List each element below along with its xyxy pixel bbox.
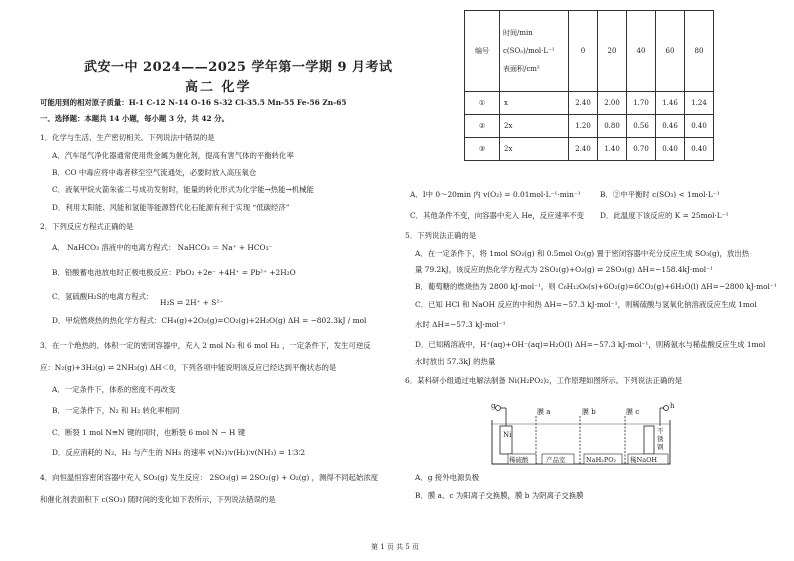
q4-option-d: D．此温度下该反应的 K = 25mol·L⁻¹ [600,211,729,220]
table-row [465,138,714,161]
q4-stem-line2: 和催化剂表面积下 c(SO₃) 随时间的变化如下表所示，下列说法错误的是 [40,495,276,504]
q1-option-b: B．CO 中毒应将中毒者移至空气流通处，必要时放入高压氧仓 [52,168,257,177]
row-value: 2.40 [569,138,598,161]
stainless-steel-electrode [644,426,654,454]
q2-option-b: B．铅酸蓄电池放电时正极电极反应：PbO₂ +2e⁻ +4H⁺ = Pb²⁺ +2H₂O [52,268,296,277]
q1-option-c: C．液氧甲烷火箭朱雀二号成功发射时，能量的转化形式为化学能→热能→机械能 [52,185,314,194]
row-value: 1.24 [685,92,714,115]
label-g: g [491,402,496,410]
label-dilute-sulfuric: 稀硫酸 [509,456,529,464]
table-header-t20: 20 [598,11,627,92]
row-id: ③ [465,138,500,161]
table-header-t0: 0 [569,11,598,92]
q3-stem-line1: 3．在一个绝热的、体积一定的密闭容器中，充入 2 mol N₂ 和 6 mol H₂ ，一定条件下，发生可逆反 [40,341,371,350]
row-id: ① [465,92,500,115]
q1-option-d: D．利用太阳能、风能和氢能等能源替代化石能源有利于实现 “低碳经济” [52,203,290,212]
q5-option-d-line2: 水时放出 57.3kJ 的热量 [415,357,496,366]
row-id: ② [465,115,500,138]
q4-option-b: B．②中平衡时 c(SO₃) < 1mol·L⁻¹ [600,190,720,199]
row-value: 0.70 [627,138,656,161]
label-dilute-naoh: 稀NaOH [630,456,658,464]
row-area: 2x [500,115,569,138]
label-h: h [670,402,675,410]
exam-subtitle: 高二 化学 [185,80,252,95]
row-value: 1.40 [598,138,627,161]
q4-stem-line1: 4．向恒温恒容密闭容器中充入 SO₃(g) 发生反应： 2SO₃(g) ⇌ 2SO₂(g) + O₂(g) ，测得不同起始浓度 [40,473,379,482]
q5-option-c-line2: 水时 ΔH=−57.3 kJ·mol⁻¹ [415,320,506,329]
row-value: 0.46 [656,115,685,138]
row-value: 0.40 [656,138,685,161]
row-value: 0.40 [685,115,714,138]
label-stainless-steel: 不 锈 钢 [657,427,664,451]
row-value: 2.40 [569,92,598,115]
q3-option-d: D．反应消耗的 N₂、H₂ 与产生的 NH₃ 的速率 v(N₂)∶v(H₂)∶v(NH₃) = 1∶3∶2 [52,448,306,457]
experiment-table [464,10,714,161]
q5-option-d-line1: D．已知稀溶液中，H⁺(aq)+OH⁻(aq)=H₂O(l) ΔH=−57.3 kJ·mol⁻¹，则稀氨水与稀盐酸反应生成 1mol [415,340,766,349]
q5-stem: 5．下列说法正确的是 [405,231,477,240]
q3-stem-line2: 应：N₂(g)+3H₂(g) ⇌ 2NH₃(g) ΔH＜0，下列各项中能说明该反应已经达到平衡状态的是 [40,363,337,372]
terminal-h-icon [664,406,669,411]
label-membrane-b: 膜 b [582,408,596,416]
q2-stem: 2．下列反应方程式正确的是 [40,222,134,231]
label-nah2po2: NaH₂PO₂ [586,456,617,464]
q6-option-b: B．膜 a、c 为阳离子交换膜，膜 b 为阴离子交换膜 [415,491,584,500]
q5-option-c-line1: C．已知 HCl 和 NaOH 反应的中和热 ΔH=−57.3 kJ·mol⁻¹，则稀硫酸与氢氧化钠溶液反应生成 1mol [415,300,757,309]
table-header-t40: 40 [627,11,656,92]
q3-option-b: B．一定条件下，N₂ 和 H₂ 转化率相同 [52,406,180,415]
q5-option-a-line1: A．在一定条件下，将 1mol SO₂(g) 和 0.5mol O₂(g) 置于密闭容器中充分反应生成 SO₃(g)，放出热 [415,249,750,258]
table-header-diagonal [500,11,569,92]
row-value: 1.46 [656,92,685,115]
q3-option-c: C．断裂 1 mol N≡N 键的同时，也断裂 6 mol N − H 键 [52,428,246,437]
page-footer: 第 1 页 共 5 页 [371,543,420,551]
table-row [465,115,714,138]
row-value: 1.70 [627,92,656,115]
q2-option-c-equation: H₂S ⇌ 2H⁺ + S²⁻ [160,298,224,307]
row-area: x [500,92,569,115]
q6-stem: 6．某科研小组通过电解法制备 Ni(H₂PO₂)₂，工作原理如图所示。下列说法正确的是 [405,376,683,385]
q1-option-a: A．汽车尾气净化器通常使用贵金属为催化剂，提高有害气体的平衡转化率 [52,151,294,160]
q2-option-d: D．甲烷燃烧热的热化学方程式：CH₄(g)+2O₂(g)=CO₂(g)+2H₂O(g) ΔH = −802.3kJ / mol [52,316,367,325]
row-value: 0.40 [685,138,714,161]
q4-option-a: A．Ⅰ中 0～20min 内 v(O₂) = 0.01mol·L⁻¹·min⁻¹ [410,190,581,199]
table-header-t80: 80 [685,11,714,92]
table-header-area: 表面积/cm² [503,65,540,73]
q5-option-a-line2: 量 79.2kJ，该反应的热化学方程式为 2SO₂(g)+O₂(g) ⇌ 2SO₃(g) ΔH=−158.4kJ·mol⁻¹ [415,265,713,274]
row-value: 2.00 [598,92,627,115]
label-ni: Ni [503,431,512,439]
table-header-id: 编号 [465,11,500,92]
row-value: 1.20 [569,115,598,138]
table-header-conc: c(SO₃)/mol·L⁻¹ [503,47,555,55]
section-heading: 一、选择题：本题共 14 小题，每小题 3 分，共 42 分。 [40,114,229,123]
terminal-g-icon [496,406,501,411]
table-header-time: 时间/min [503,29,533,37]
table-row [465,92,714,115]
label-product-chamber: 产品室 [546,456,566,464]
exam-title: 武安一中 2024——2025 学年第一学期 9 月考试 [84,60,393,75]
table-header-t60: 60 [656,11,685,92]
row-area: 2x [500,138,569,161]
row-value: 0.56 [627,115,656,138]
q5-option-b: B．葡萄糖的燃烧热为 2800 kJ·mol⁻¹，则 C₆H₁₂O₆(s)+6O₂(g)=6CO₂(g)+6H₂O(l) ΔH=−2800 kJ·mol⁻¹ [415,282,777,291]
row-value: 0.80 [598,115,627,138]
q6-option-a: A．g 接外电源负极 [415,473,480,482]
q2-option-c: C．氢硫酸H₂S的电离方程式： [52,292,154,301]
q2-option-a: A． NaHCO₃ 溶液中的电离方程式： NaHCO₃ ＝ Na⁺ + HCO₃⁻ [52,243,273,252]
label-membrane-c: 膜 c [626,408,640,416]
atomic-masses: 可能用到的相对原子质量：H-1 C-12 N-14 O-16 S-32 Cl-35.5 Mn-55 Fe-56 Zn-65 [40,98,347,107]
q4-option-c: C．其他条件不变，向容器中充入 He，反应速率不变 [410,211,585,220]
q1-stem: 1．化学与生活、生产密切相关。下列说法中错误的是 [40,133,215,142]
q3-option-a: A．一定条件下，体系的密度不再改变 [52,385,176,394]
label-membrane-a: 膜 a [537,408,551,416]
